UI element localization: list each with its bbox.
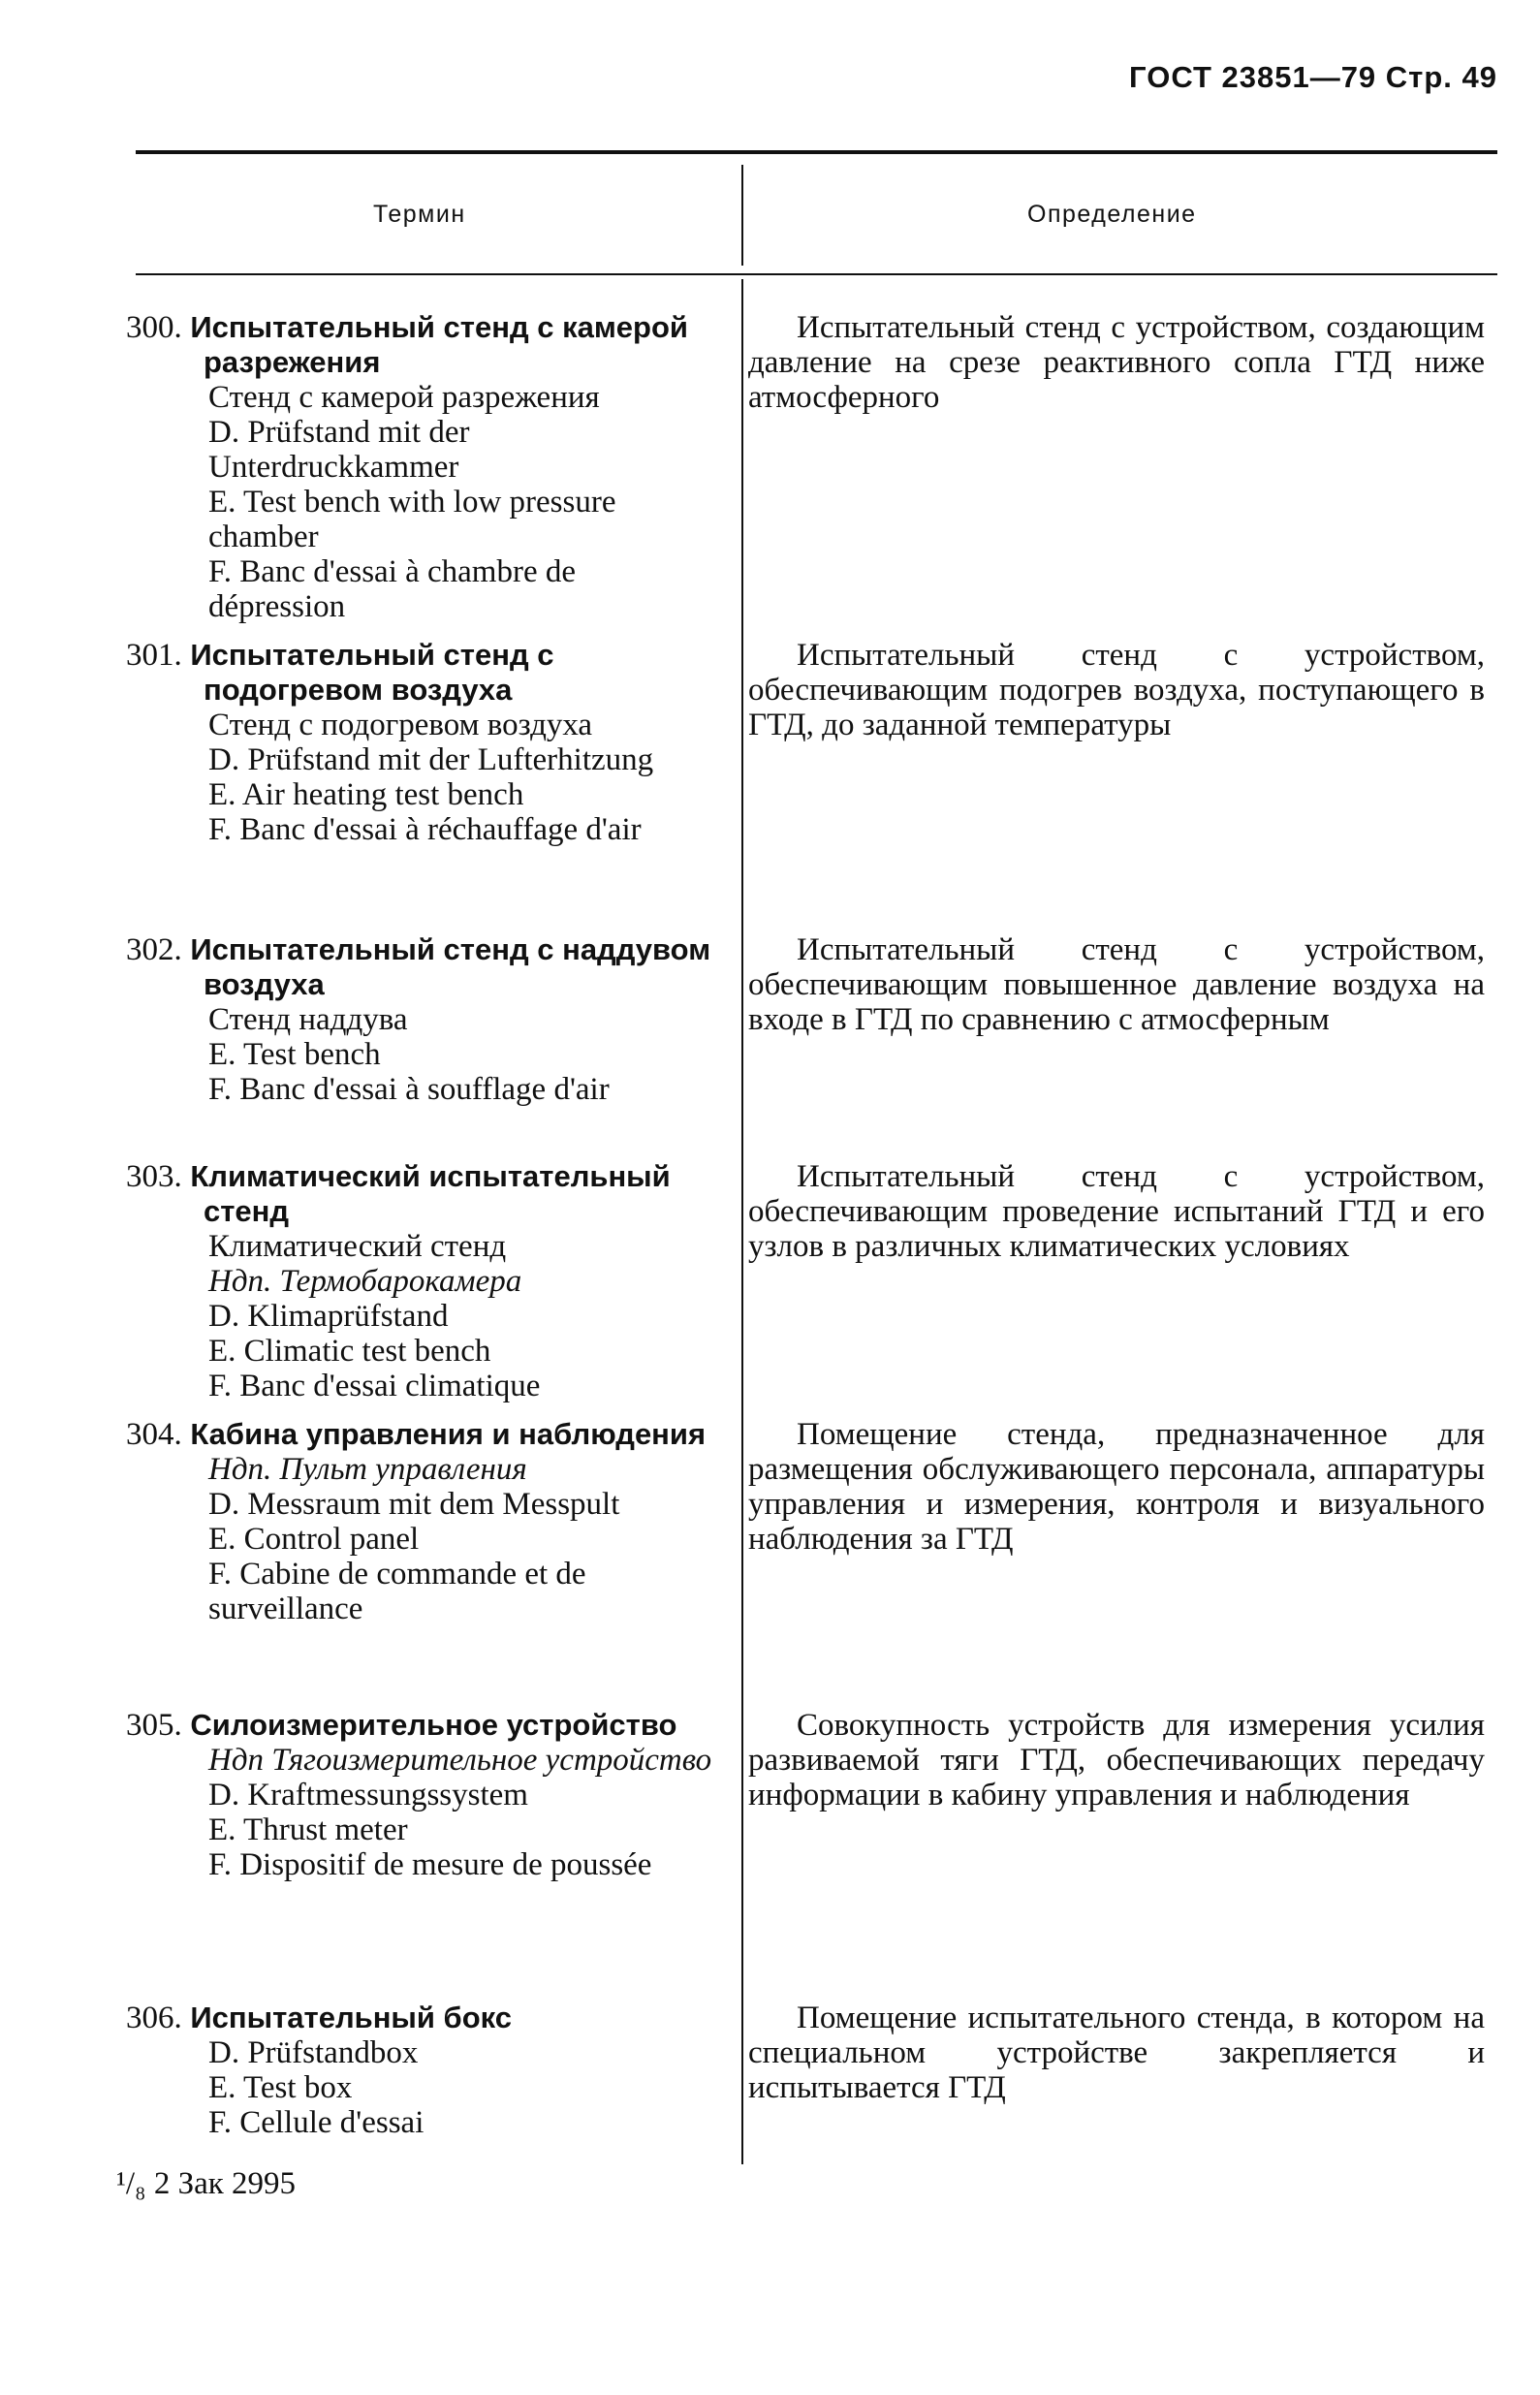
term-line-english: E. Climatic test bench (208, 1334, 491, 1369)
term-column (0, 310, 712, 624)
column-header-definition: Определение (1027, 201, 1197, 228)
term-number: 300. (126, 310, 182, 345)
top-rule (136, 150, 1497, 154)
term-title-text: Силоизмерительное устройство (190, 1708, 677, 1742)
definition-text: Помещение испытательного стенда, в котором на специальном устройстве закрепляется и испытывается ГТД (748, 2001, 1485, 2105)
term-line-english: E. Test bench (208, 1037, 381, 1072)
definition-text: Помещение стенда, предназначенное для размещения обслуживающего персонала, аппаратуры управления и измерения, контроля и визуального наблюдения за ГТД (748, 1417, 1485, 1557)
term-title (0, 1159, 712, 1229)
term-title (0, 1708, 712, 1743)
term-line-german: D. Prüfstand mit der Unterdruckkammer (208, 415, 478, 485)
term-line-synonym: Стенд наддува (208, 1002, 408, 1037)
column-divider-header (741, 165, 743, 266)
header-rule (136, 273, 1497, 275)
term-number: 301. (126, 638, 182, 673)
term-title (0, 932, 712, 1002)
term-title (0, 1417, 712, 1452)
term-column (0, 932, 712, 1107)
term-line-synonym: Стенд с камерой разрежения (208, 380, 600, 415)
term-number: 302. (126, 932, 182, 967)
term-line-german: D. Prüfstandbox (208, 2035, 419, 2070)
term-line-french: F. Banc d'essai à soufflage d'air (208, 1072, 610, 1107)
term-line-english: E. Test bench with low pressure chamber (208, 485, 624, 554)
term-title (0, 310, 712, 380)
term-line-english: E. Thrust meter (208, 1812, 408, 1847)
term-line-deprecated: Ндп Тягоизмерительное устройство (208, 1743, 712, 1778)
term-column (0, 1417, 712, 1626)
term-title-text: Испытательный стенд с наддувом воздуха (190, 932, 711, 1001)
term-title-text: Климатический испытательный стенд (190, 1159, 671, 1228)
term-line-french: F. Dispositif de mesure de poussée (208, 1847, 652, 1882)
term-number: 304. (126, 1417, 182, 1452)
definition-text: Совокупность устройств для измерения усилия развиваемой тяги ГТД, обеспечивающих передачу информации в кабину управления и наблюдения (748, 1708, 1485, 1812)
column-divider-body (741, 279, 743, 2164)
term-line-english: E. Test box (208, 2070, 353, 2105)
term-number: 305. (126, 1708, 182, 1743)
term-column (0, 2001, 712, 2140)
definition-text: Испытательный стенд с устройством, обеспечивающим повышенное давление воздуха на входе в ГТД по сравнению с атмосферным (748, 932, 1485, 1037)
term-line-deprecated: Ндп. Термобарокамера (208, 1264, 522, 1299)
term-line-german: D. Messraum mit dem Messpult (208, 1487, 620, 1522)
term-title-text: Испытательный стенд с камерой разрежения (190, 310, 688, 379)
definition-text: Испытательный стенд с устройством, обеспечивающим проведение испытаний ГТД и его узлов в различных климатических условиях (748, 1159, 1485, 1264)
term-number: 306. (126, 2001, 182, 2035)
term-line-french: F. Banc d'essai à chambre de dépression (208, 554, 584, 624)
term-line-synonym: Стенд с подогревом воздуха (208, 708, 593, 742)
term-number: 303. (126, 1159, 182, 1194)
term-line-english: E. Control panel (208, 1522, 420, 1557)
term-line-english: E. Air heating test bench (208, 777, 524, 812)
term-title-text: Испытательный стенд с подогревом воздуха (190, 638, 554, 707)
term-line-french: F. Cabine de commande et de surveillance (208, 1557, 594, 1626)
definition-text: Испытательный стенд с устройством, обеспечивающим подогрев воздуха, поступающего в ГТД, до заданной температуры (748, 638, 1485, 742)
term-column (0, 1159, 712, 1403)
definition-text: Испытательный стенд с устройством, создающим давление на срезе реактивного сопла ГТД ниже атмосферного (748, 310, 1485, 415)
page-footer: ¹/₈ 2 Зак 2995 (116, 2166, 297, 2201)
term-line-french: F. Cellule d'essai (208, 2105, 424, 2140)
term-line-deprecated: Ндп. Пульт управления (208, 1452, 527, 1487)
term-column (0, 638, 712, 847)
page-header: ГОСТ 23851—79 Стр. 49 (1129, 60, 1497, 94)
term-line-german: D. Prüfstand mit der Lufterhitzung (208, 742, 654, 777)
term-line-german: D. Klimaprüfstand (208, 1299, 449, 1334)
term-title-text: Испытательный бокс (190, 2001, 512, 2034)
term-title (0, 638, 712, 708)
column-header-term: Термин (373, 201, 466, 228)
term-column (0, 1708, 712, 1882)
term-line-synonym: Климатический стенд (208, 1229, 507, 1264)
term-line-german: D. Kraftmessungssystem (208, 1778, 528, 1812)
term-line-french: F. Banc d'essai à réchauffage d'air (208, 812, 642, 847)
term-title (0, 2001, 712, 2035)
term-title-text: Кабина управления и наблюдения (190, 1417, 707, 1451)
term-line-french: F. Banc d'essai climatique (208, 1369, 541, 1403)
